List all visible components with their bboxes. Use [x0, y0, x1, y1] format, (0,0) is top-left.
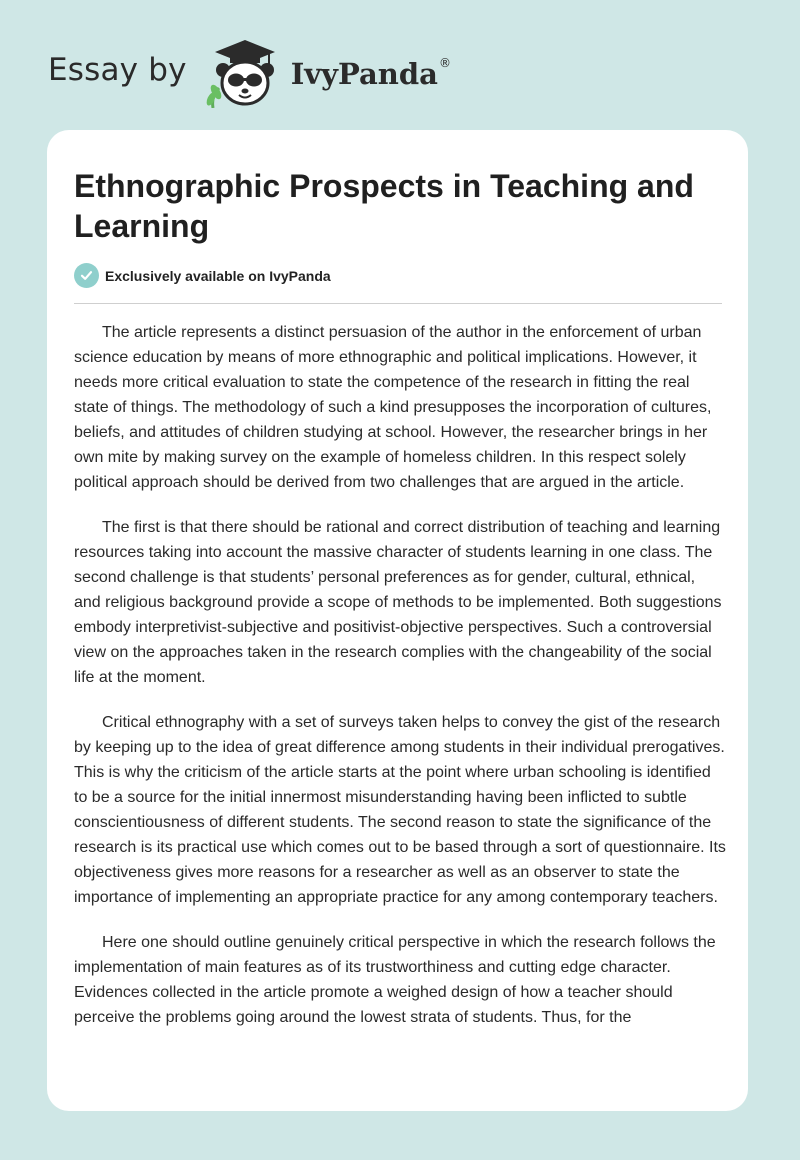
essay-card [47, 130, 748, 1111]
essay-body [74, 320, 726, 1050]
essay-paragraph: The first is that there should be rational and correct distribution of teaching and learning resources taking into account the massive character of students learning in one class. The second challenge is that students’ personal preferences as for gender, cultural, ethnical, and religious background provide a scope of methods to be implemented. Both suggestions embody interpretivist-subjective and positivist-objective perspectives. Such a controversial view on the approaches taken in the research complies with the changeability of the social life at the moment. [74, 519, 722, 686]
essay-title: Ethnographic Prospects in Teaching and Learning [74, 168, 694, 244]
essay-paragraph: Critical ethnography with a set of surveys taken helps to convey the gist of the research by keeping up to the idea of great difference among students in their individual prerogatives. This is why the criticism of the article starts at the point where urban schooling is identified to be a source for the initial innermost misunderstanding having been inflicted to subtle conscientiousness of different students. The second reason to state the significance of the research is its practical use which comes out to be based through a sort of questionnaire. Its objectiveness gives more reasons for a researcher as well as an observer to state the importance of implementing an appropriate practice for any among contemporary teachers. [74, 714, 726, 906]
brand-prefix: Essay by [48, 52, 187, 88]
exclusive-badge [74, 263, 331, 288]
brand-header [48, 36, 451, 108]
essay-paragraph: The article represents a distinct persuasion of the author in the enforcement of urban science education by means of more ethnographic and political implications. However, it needs more critical evaluation to state the competence of the research in fitting the real state of things. The methodology of such a kind presupposes the incorporation of cultures, beliefs, and attitudes of children studying at school. However, the researcher brings in her own mite by making survey on the example of homeless children. In this respect solely political approach should be derived from two challenges that are argued in the article. [74, 324, 712, 491]
brand-registered-mark: ® [438, 56, 451, 70]
panda-graduate-icon[interactable] [201, 36, 289, 108]
exclusive-label: Exclusively available on IvyPanda [105, 267, 331, 284]
essay-paragraph: Here one should outline genuinely critical perspective in which the research follows the implementation of main features as of its trustworthiness and cutting edge character. Evidences collected in the article promote a weighed design of how a teacher should perceive the problems going around the lowest strata of students. Thus, for the [74, 934, 716, 1026]
check-circle-icon [74, 263, 99, 288]
title-divider [74, 303, 722, 304]
brand-name: IvyPanda [290, 57, 438, 91]
